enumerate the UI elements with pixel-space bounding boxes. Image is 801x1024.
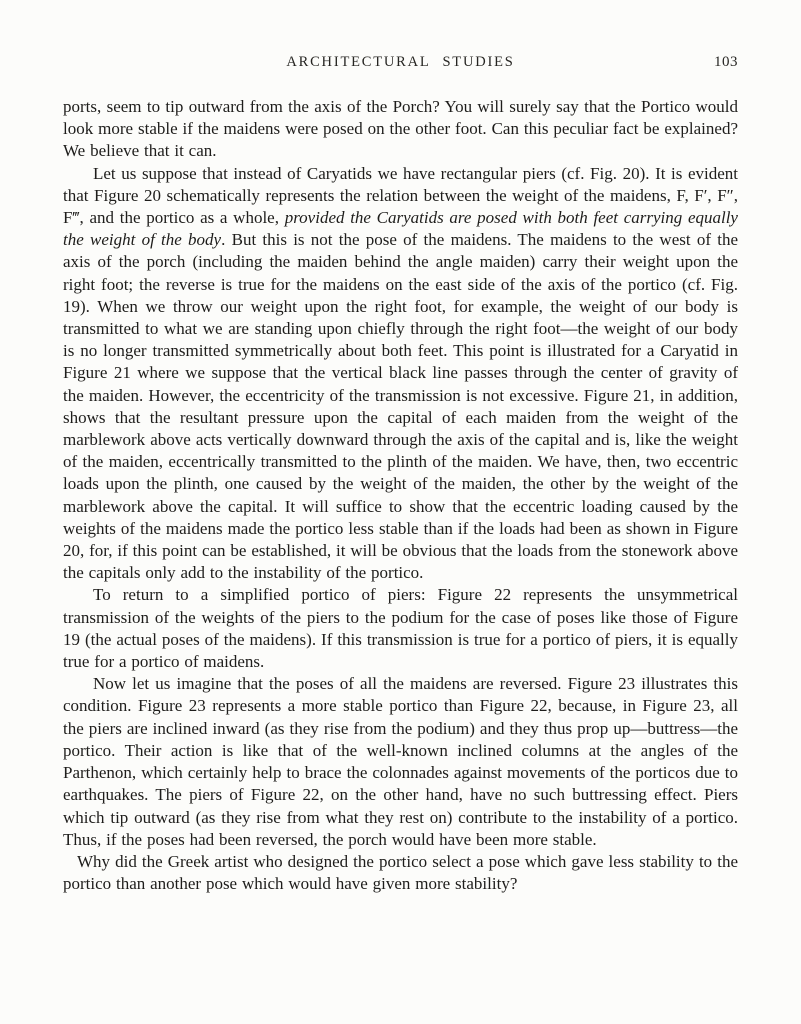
text-segment: Let us suppose that instead of Caryatids we have rectangular piers (cf. Fig. 20). It is evident that Figure 20 schematically represents the relation between the weight of the maidens, F, F′, F″, F‴, and the portico as a whole,: [63, 163, 738, 228]
page-number: 103: [714, 54, 738, 70]
paragraph: [63, 673, 738, 851]
text-segment: . But this is not the pose of the maidens. The maidens to the west of the axis of the porch (including the maiden behind the angle maiden) carry their weight upon the right foot; the reverse is true for the maidens on the east side of the axis of the portico (cf. Fig. 19). When we throw our weight upon the right foot, for example, the weight of our body is transmitted to what we are standing upon chiefly through the right foot—the weight of our body is no longer transmitted symmetrically about both feet. This point is illustrated for a Caryatid in Figure 21 where we suppose that the vertical black line passes through the center of gravity of the maiden. However, the eccentricity of the transmission is not excessive. Figure 21, in addition, shows that the resultant pressure upon the capital of each maiden from the weight of the marblework above acts vertically downward through the axis of the capital and is, like the weight of the maiden, eccentrically transmitted to the plinth of the maiden. We have, then, two eccentric loads upon the plinth, one caused by the weight of the maiden, the other by the weight of the marblework above the capital. It will suffice to show that the eccentric loading caused by the weights of the maidens made the portico less stable than if the loads had been as shown in Figure 20, for, if this point can be established, it will be obvious that the loads from the stonework above the capitals only add to the instability of the portico.: [63, 230, 739, 583]
page-body: [63, 96, 738, 895]
text-segment: To return to a simplified portico of piers: Figure 22 represents the unsymmetrical transmission of the weights of the piers to the podium for the case of poses like those of Figure 19 (the actual poses of the maidens). If this transmission is true for a portico of piers, it is equally true for a portico of maidens.: [63, 585, 738, 672]
page-header: [63, 54, 738, 74]
italic-text-segment: provided the Caryatids are posed with both feet carrying equally the weight of the body: [63, 208, 738, 250]
page-title: ARCHITECTURAL STUDIES: [286, 54, 515, 70]
text-segment: Why did the Greek artist who designed the portico select a pose which gave less stability to the portico than another pose which would have given more stability?: [63, 851, 738, 894]
paragraph: [63, 851, 738, 895]
paragraph: [63, 96, 738, 163]
text-segment: Now let us imagine that the poses of all the maidens are reversed. Figure 23 illustrates this condition. Figure 23 represents a more stable portico than Figure 22, because, in Figure 23, all the piers are inclined inward (as they rise from the podium) and they thus prop up—buttress—the portico. Their action is like that of the well-known inclined columns at the angles of the Parthenon, which certainly help to brace the colonnades against movements of the porticos due to earthquakes. The piers of Figure 22, on the other hand, have no such buttressing effect. Piers which tip outward (as they rise from what they rest on) contribute to the instability of a portico. Thus, if the poses had been reversed, the porch would have been more stable.: [63, 674, 738, 849]
paragraph: [63, 584, 738, 673]
paragraph: [63, 163, 738, 585]
text-segment: ports, seem to tip outward from the axis of the Porch? You will surely say that the Portico would look more stable if the maidens were posed on the other foot. Can this peculiar fact be explained? We believe that it can.: [63, 97, 738, 161]
